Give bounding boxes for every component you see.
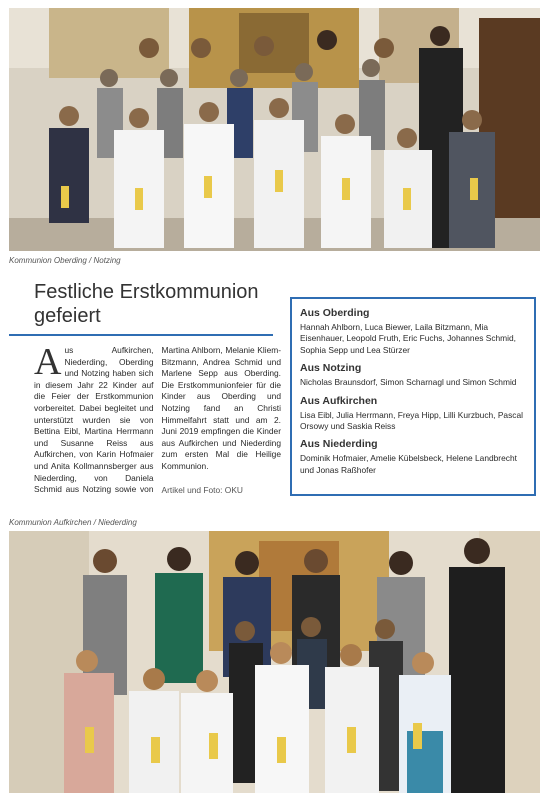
- article-text: us Aufkirchen, Niederding, Oberding und Notzing haben sich in diesem Jahr 22 Kinder auf die Feier der Erstkommunion vorbereitet. Dabei begleitet und unterstützt wurden sie von Bettina Eibl, Martina Herrmann und Susanne Reiss aus Aufkirchen, von Karin Hofmaier und Anita Kollmannsberger aus Niederding, von Daniela Schmid aus Notzing sowie von Martina Ahlborn, Melanie Kliem-Bitzmann, Andrea Schmid und Marlene Sepp aus Oberding. Die Erstkommunionfeier für die Kinder aus Oberding und Notzing fand an Christi Himmelfahrt statt und am 2. Juni 2019 empfingen die Kinder aus Aufkirchen und Niederding zum ersten Mal die Heilige Kommunion.: [34, 345, 281, 495]
- article-body: [34, 341, 281, 505]
- drop-cap: A: [34, 341, 62, 383]
- group-heading: Aus Aufkirchen: [300, 394, 378, 407]
- group-names: Lisa Eibl, Julia Herrmann, Freya Hipp, Lilli Kurzbuch, Pascal Orsowy und Saskia Reiss: [300, 409, 523, 432]
- group-photo-oberding-notzing: [9, 8, 540, 251]
- article-headline: Festliche Erstkommunion gefeiert: [34, 281, 259, 327]
- article-byline: Artikel und Foto: OKU: [161, 484, 243, 495]
- group-niederding: [300, 438, 526, 476]
- group-photo-aufkirchen-niederding: [9, 531, 540, 793]
- group-names: Dominik Hofmaier, Amelie Kübelsbeck, Helene Landbrecht und Jonas Raßhofer: [300, 453, 517, 475]
- group-notzing: [300, 362, 526, 388]
- photo-caption-bottom: Kommunion Aufkirchen / Niederding: [9, 518, 137, 527]
- box-bracket-right: [534, 299, 536, 494]
- headline-rule: [9, 334, 273, 336]
- communicants-list-box: [290, 297, 536, 496]
- group-names: Hannah Ahlborn, Luca Biewer, Laila Bitzmann, Mia Eisenhauer, Leopold Fruth, Eric Fuchs, Johannes Schmid, Sophia Sepp und Lea Stürzer: [300, 322, 517, 355]
- group-aufkirchen: [300, 395, 526, 433]
- group-oberding: [300, 307, 526, 356]
- group-heading: Aus Niederding: [300, 438, 378, 451]
- group-names: Nicholas Braunsdorf, Simon Scharnagl und Simon Schmid: [300, 377, 517, 388]
- box-bracket-left: [290, 299, 292, 494]
- photo-caption-top: Kommunion Oberding / Notzing: [9, 256, 121, 265]
- group-heading: Aus Notzing: [300, 362, 362, 375]
- group-heading: Aus Oberding: [300, 307, 370, 319]
